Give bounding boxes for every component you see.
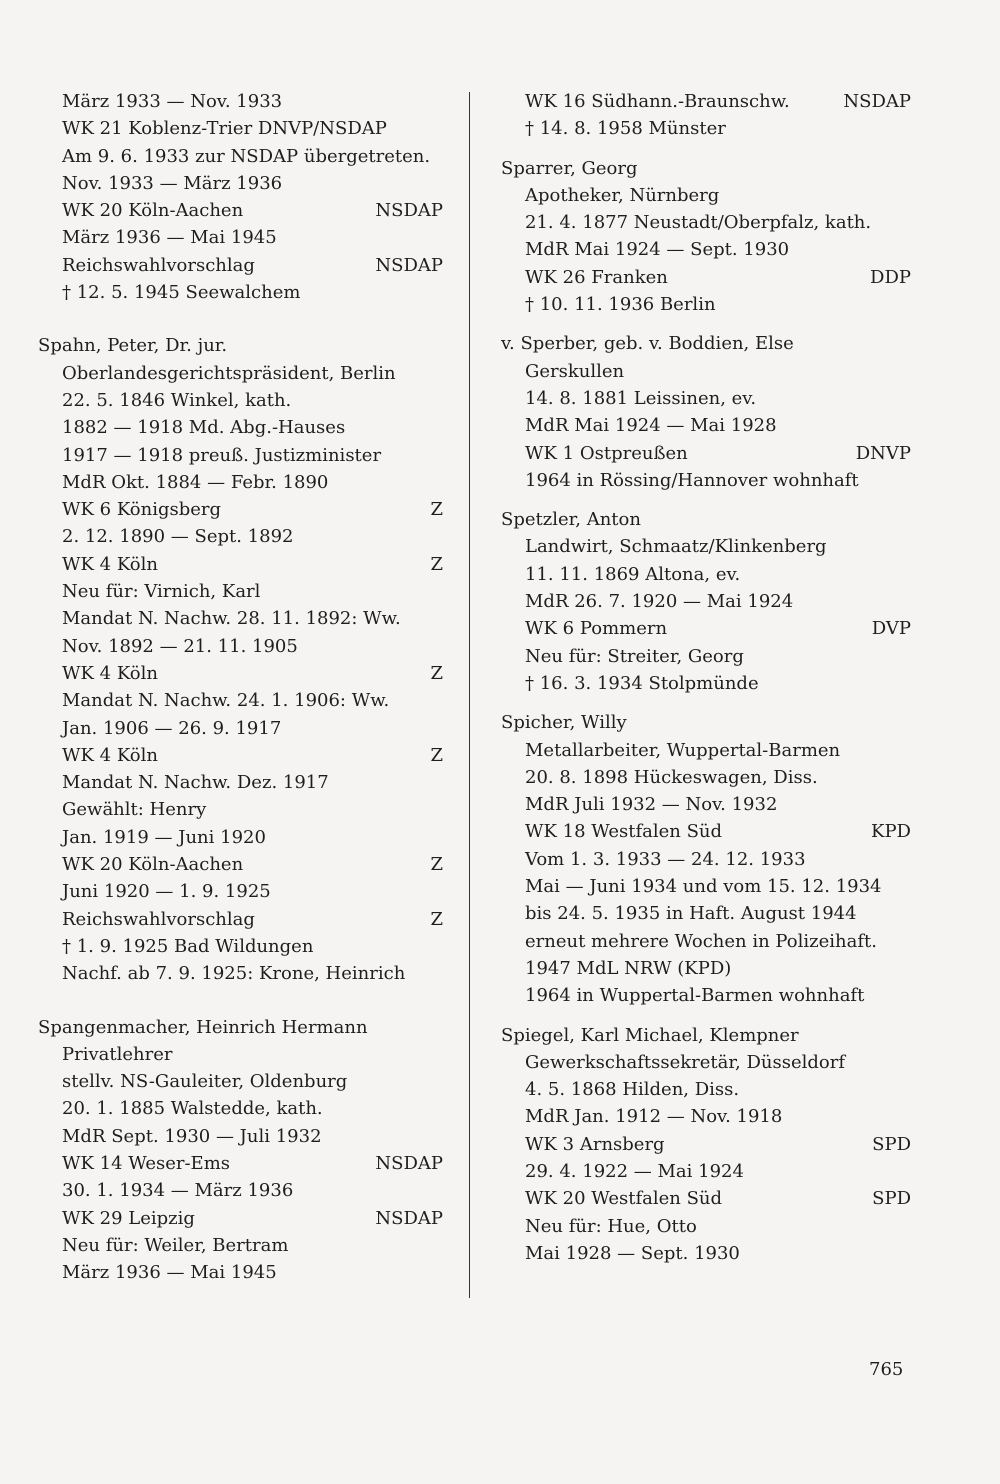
party-label: NSDAP: [375, 1152, 443, 1174]
entry-line-text: MdR Okt. 1884 — Febr. 1890: [62, 471, 329, 493]
entry-line: [38, 1095, 443, 1122]
entry-line-text: 30. 1. 1934 — März 1936: [62, 1180, 294, 1202]
entry-line: [501, 818, 911, 845]
entry-line: [38, 115, 443, 142]
biography-entry: [38, 1014, 443, 1287]
entry-line-text: 21. 4. 1877 Neustadt/Oberpfalz, kath.: [525, 212, 872, 234]
entry-line: [501, 561, 911, 588]
entry-line: [501, 236, 911, 263]
entry-line: [501, 115, 911, 142]
entry-line: [501, 643, 911, 670]
entry-line-text: Am 9. 6. 1933 zur NSDAP übergetreten.: [62, 145, 431, 167]
party-label: DNVP: [855, 442, 911, 464]
entry-line-text: Mandat N. Nachw. 24. 1. 1906: Ww.: [62, 690, 390, 712]
entry-line-text: 1947 MdL NRW (KPD): [525, 957, 732, 979]
entry-line: [501, 1076, 911, 1103]
party-label: NSDAP: [843, 91, 911, 112]
entry-line: [501, 1158, 911, 1185]
entry-line: [38, 878, 443, 905]
entry-line-text: WK 26 Franken: [525, 266, 668, 288]
entry-line: [501, 264, 911, 291]
entry-line-text: MdR 26. 7. 1920 — Mai 1924: [525, 591, 794, 613]
entry-name-text: Sparrer, Georg: [501, 157, 638, 179]
entry-line: [38, 742, 443, 769]
biography-entry: [501, 709, 911, 1009]
entry-line: [38, 88, 443, 115]
entry-line-text: März 1936 — Mai 1945: [62, 1262, 277, 1284]
entry-line-text: MdR Mai 1924 — Sept. 1930: [525, 239, 790, 261]
entry-line: [501, 1131, 911, 1158]
entry-line: [501, 588, 911, 615]
entry-line-text: Gerskullen: [525, 360, 625, 382]
entry-line: [38, 551, 443, 578]
biography-entry: [501, 1022, 911, 1268]
entry-line-text: Landwirt, Schmaatz/Klinkenberg: [525, 536, 827, 558]
entry-line: [501, 615, 911, 642]
biography-entry: [38, 332, 443, 987]
column-divider: [469, 92, 470, 1298]
entry-name-text: Spangenmacher, Heinrich Hermann: [38, 1016, 368, 1038]
entry-line-text: Apotheker, Nürnberg: [525, 184, 720, 206]
party-label: Z: [430, 854, 443, 876]
entry-line: [38, 605, 443, 632]
entry-line-text: WK 18 Westfalen Süd: [525, 821, 723, 843]
entry-line-text: 29. 4. 1922 — Mai 1924: [525, 1160, 744, 1182]
entry-line-text: WK 3 Arnsberg: [525, 1133, 665, 1155]
entry-line-text: WK 4 Köln: [62, 744, 158, 766]
entry-line: [38, 387, 443, 414]
party-label: SPD: [872, 1133, 911, 1155]
entry-line: [501, 1049, 911, 1076]
entry-line-text: 22. 5. 1846 Winkel, kath.: [62, 389, 292, 411]
biography-entry: [501, 330, 911, 494]
entry-line-text: WK 4 Köln: [62, 553, 158, 575]
entry-line-text: Mai — Juni 1934 und vom 15. 12. 1934: [525, 876, 882, 898]
entry-line: [38, 1068, 443, 1095]
entry-line: [501, 791, 911, 818]
entry-line: [501, 291, 911, 318]
entry-line-text: WK 20 Westfalen Süd: [525, 1188, 723, 1210]
party-label: DDP: [870, 266, 911, 288]
entry-line: [501, 209, 911, 236]
party-label: NSDAP: [375, 1207, 443, 1229]
entry-line-text: März 1933 — Nov. 1933: [62, 91, 283, 112]
entry-name: [501, 330, 911, 357]
entry-line: [38, 1177, 443, 1204]
entry-name-text: Spetzler, Anton: [501, 509, 641, 531]
entry-line: [38, 1041, 443, 1068]
entry-line-text: † 14. 8. 1958 Münster: [525, 118, 726, 140]
entry-name: [501, 155, 911, 182]
entry-name-text: v. Sperber, geb. v. Boddien, Else: [501, 333, 794, 355]
entry-line-text: WK 14 Weser-Ems: [62, 1152, 231, 1174]
entry-line: [38, 633, 443, 660]
entry-line-text: Gewerkschaftssekretär, Düsseldorf: [525, 1051, 846, 1073]
entry-line: [501, 533, 911, 560]
biography-entry: [501, 88, 911, 143]
entry-line: [38, 769, 443, 796]
party-label: SPD: [872, 1188, 911, 1210]
entry-line: [501, 1103, 911, 1130]
entry-line: [38, 796, 443, 823]
party-label: Z: [430, 744, 443, 766]
entry-line-text: 1917 — 1918 preuß. Justizminister: [62, 444, 382, 466]
entry-name: [501, 1022, 911, 1049]
entry-line-text: Jan. 1906 — 26. 9. 1917: [62, 717, 282, 739]
left-column: [38, 88, 443, 1312]
entry-line: [38, 170, 443, 197]
entry-line: [38, 1123, 443, 1150]
entry-line-text: Mandat N. Nachw. 28. 11. 1892: Ww.: [62, 608, 401, 630]
entry-line: [501, 737, 911, 764]
entry-line-text: WK 4 Köln: [62, 662, 158, 684]
entry-line-text: WK 20 Köln-Aachen: [62, 200, 244, 222]
page-number: 765: [869, 1359, 904, 1380]
party-label: DVP: [871, 618, 911, 640]
entry-line: [501, 928, 911, 955]
biography-entry: [501, 155, 911, 319]
entry-name-text: Spahn, Peter, Dr. jur.: [38, 335, 228, 357]
entry-line-text: WK 1 Ostpreußen: [525, 442, 688, 464]
entry-line: [501, 764, 911, 791]
entry-line: [501, 412, 911, 439]
entry-line-text: 1964 in Rössing/Hannover wohnhaft: [525, 469, 859, 491]
entry-line-text: 14. 8. 1881 Leissinen, ev.: [525, 387, 757, 409]
entry-line: [38, 360, 443, 387]
entry-line-text: Nov. 1933 — März 1936: [62, 172, 283, 194]
entry-line-text: MdR Juli 1932 — Nov. 1932: [525, 794, 778, 816]
entry-line: [501, 182, 911, 209]
entry-line: [38, 414, 443, 441]
entry-line: [38, 1205, 443, 1232]
party-label: KPD: [871, 821, 911, 843]
entry-line-text: Neu für: Virnich, Karl: [62, 581, 261, 603]
entry-line: [38, 715, 443, 742]
entry-line-text: 20. 8. 1898 Hückeswagen, Diss.: [525, 766, 818, 788]
entry-line-text: WK 6 Königsberg: [62, 499, 222, 521]
entry-line: [38, 1232, 443, 1259]
entry-line-text: MdR Jan. 1912 — Nov. 1918: [525, 1106, 783, 1128]
entry-name: [501, 506, 911, 533]
entry-line: [501, 358, 911, 385]
entry-line-text: WK 29 Leipzig: [62, 1207, 195, 1229]
entry-line-text: Neu für: Streiter, Georg: [525, 645, 744, 667]
entry-line: [38, 960, 443, 987]
entry-line: [38, 197, 443, 224]
entry-line: [38, 933, 443, 960]
entry-line: [501, 467, 911, 494]
entry-line-text: erneut mehrere Wochen in Polizeihaft.: [525, 930, 877, 952]
entry-name: [38, 332, 443, 359]
entry-line-text: Mai 1928 — Sept. 1930: [525, 1242, 740, 1264]
entry-line: [38, 687, 443, 714]
entry-line-text: Mandat N. Nachw. Dez. 1917: [62, 772, 329, 794]
entry-line-text: † 12. 5. 1945 Seewalchem: [62, 282, 301, 304]
entry-line-text: Privatlehrer: [62, 1043, 173, 1065]
entry-line: [501, 670, 911, 697]
entry-line-text: Neu für: Weiler, Bertram: [62, 1234, 289, 1256]
entry-line-text: Jan. 1919 — Juni 1920: [62, 826, 266, 848]
entry-line: [38, 469, 443, 496]
entry-line-text: Metallarbeiter, Wuppertal-Barmen: [525, 739, 841, 761]
entry-line: [501, 385, 911, 412]
entry-line-text: März 1936 — Mai 1945: [62, 227, 277, 249]
entry-line-text: Vom 1. 3. 1933 — 24. 12. 1933: [525, 848, 806, 870]
entry-line-text: † 1. 9. 1925 Bad Wildungen: [62, 935, 314, 957]
entry-line-text: MdR Mai 1924 — Mai 1928: [525, 415, 777, 437]
biography-entry: [501, 506, 911, 697]
party-label: Z: [430, 499, 443, 521]
entry-line: [501, 982, 911, 1009]
entry-line: [38, 578, 443, 605]
entry-line-text: Neu für: Hue, Otto: [525, 1215, 697, 1237]
right-column: [501, 88, 911, 1279]
entry-name: [501, 709, 911, 736]
entry-line-text: Juni 1920 — 1. 9. 1925: [62, 881, 271, 903]
entry-line-text: Gewählt: Henry: [62, 799, 207, 821]
entry-line-text: stellv. NS-Gauleiter, Oldenburg: [62, 1071, 348, 1093]
party-label: NSDAP: [375, 254, 443, 276]
entry-line: [38, 143, 443, 170]
entry-line-text: WK 6 Pommern: [525, 618, 668, 640]
entry-line-text: † 16. 3. 1934 Stolpmünde: [525, 672, 759, 694]
entry-line: [501, 900, 911, 927]
entry-line-text: 1882 — 1918 Md. Abg.-Hauses: [62, 417, 346, 439]
entry-line: [501, 88, 911, 115]
entry-line: [501, 1240, 911, 1267]
entry-name-text: Spicher, Willy: [501, 712, 627, 734]
entry-line: [38, 1259, 443, 1286]
entry-line: [501, 873, 911, 900]
entry-line: [38, 851, 443, 878]
entry-line-text: Oberlandesgerichtspräsident, Berlin: [62, 362, 396, 384]
party-label: NSDAP: [375, 200, 443, 222]
party-label: Z: [430, 553, 443, 575]
party-label: Z: [430, 908, 443, 930]
entry-line-text: 20. 1. 1885 Walstedde, kath.: [62, 1098, 323, 1120]
entry-name: [38, 1014, 443, 1041]
entry-line-text: Reichswahlvorschlag: [62, 908, 255, 930]
entry-line-text: 4. 5. 1868 Hilden, Diss.: [525, 1079, 740, 1101]
entry-line-text: bis 24. 5. 1935 in Haft. August 1944: [525, 903, 857, 925]
entry-line: [38, 496, 443, 523]
entry-line-text: MdR Sept. 1930 — Juli 1932: [62, 1125, 322, 1147]
entry-line: [38, 1150, 443, 1177]
entry-line-text: Nov. 1892 — 21. 11. 1905: [62, 635, 298, 657]
entry-line: [38, 660, 443, 687]
entry-line-text: WK 21 Koblenz-Trier DNVP/NSDAP: [62, 118, 387, 140]
entry-line: [38, 224, 443, 251]
entry-line-text: 2. 12. 1890 — Sept. 1892: [62, 526, 294, 548]
biography-entry: [38, 88, 443, 306]
entry-line: [501, 955, 911, 982]
entry-line: [38, 252, 443, 279]
entry-line: [501, 1185, 911, 1212]
entry-line-text: Reichswahlvorschlag: [62, 254, 255, 276]
entry-line-text: † 10. 11. 1936 Berlin: [525, 294, 716, 316]
entry-line: [38, 906, 443, 933]
entry-line-text: 1964 in Wuppertal-Barmen wohnhaft: [525, 985, 865, 1007]
entry-line: [501, 440, 911, 467]
entry-line: [38, 442, 443, 469]
entry-line: [38, 523, 443, 550]
entry-line: [501, 1213, 911, 1240]
entry-line-text: WK 16 Südhann.-Braunschw.: [525, 91, 790, 112]
entry-line: [501, 846, 911, 873]
entry-line-text: 11. 11. 1869 Altona, ev.: [525, 563, 741, 585]
party-label: Z: [430, 662, 443, 684]
entry-line: [38, 824, 443, 851]
entry-line-text: Nachf. ab 7. 9. 1925: Krone, Heinrich: [62, 963, 406, 985]
entry-line: [38, 279, 443, 306]
entry-line-text: WK 20 Köln-Aachen: [62, 854, 244, 876]
entry-name-text: Spiegel, Karl Michael, Klempner: [501, 1024, 799, 1046]
